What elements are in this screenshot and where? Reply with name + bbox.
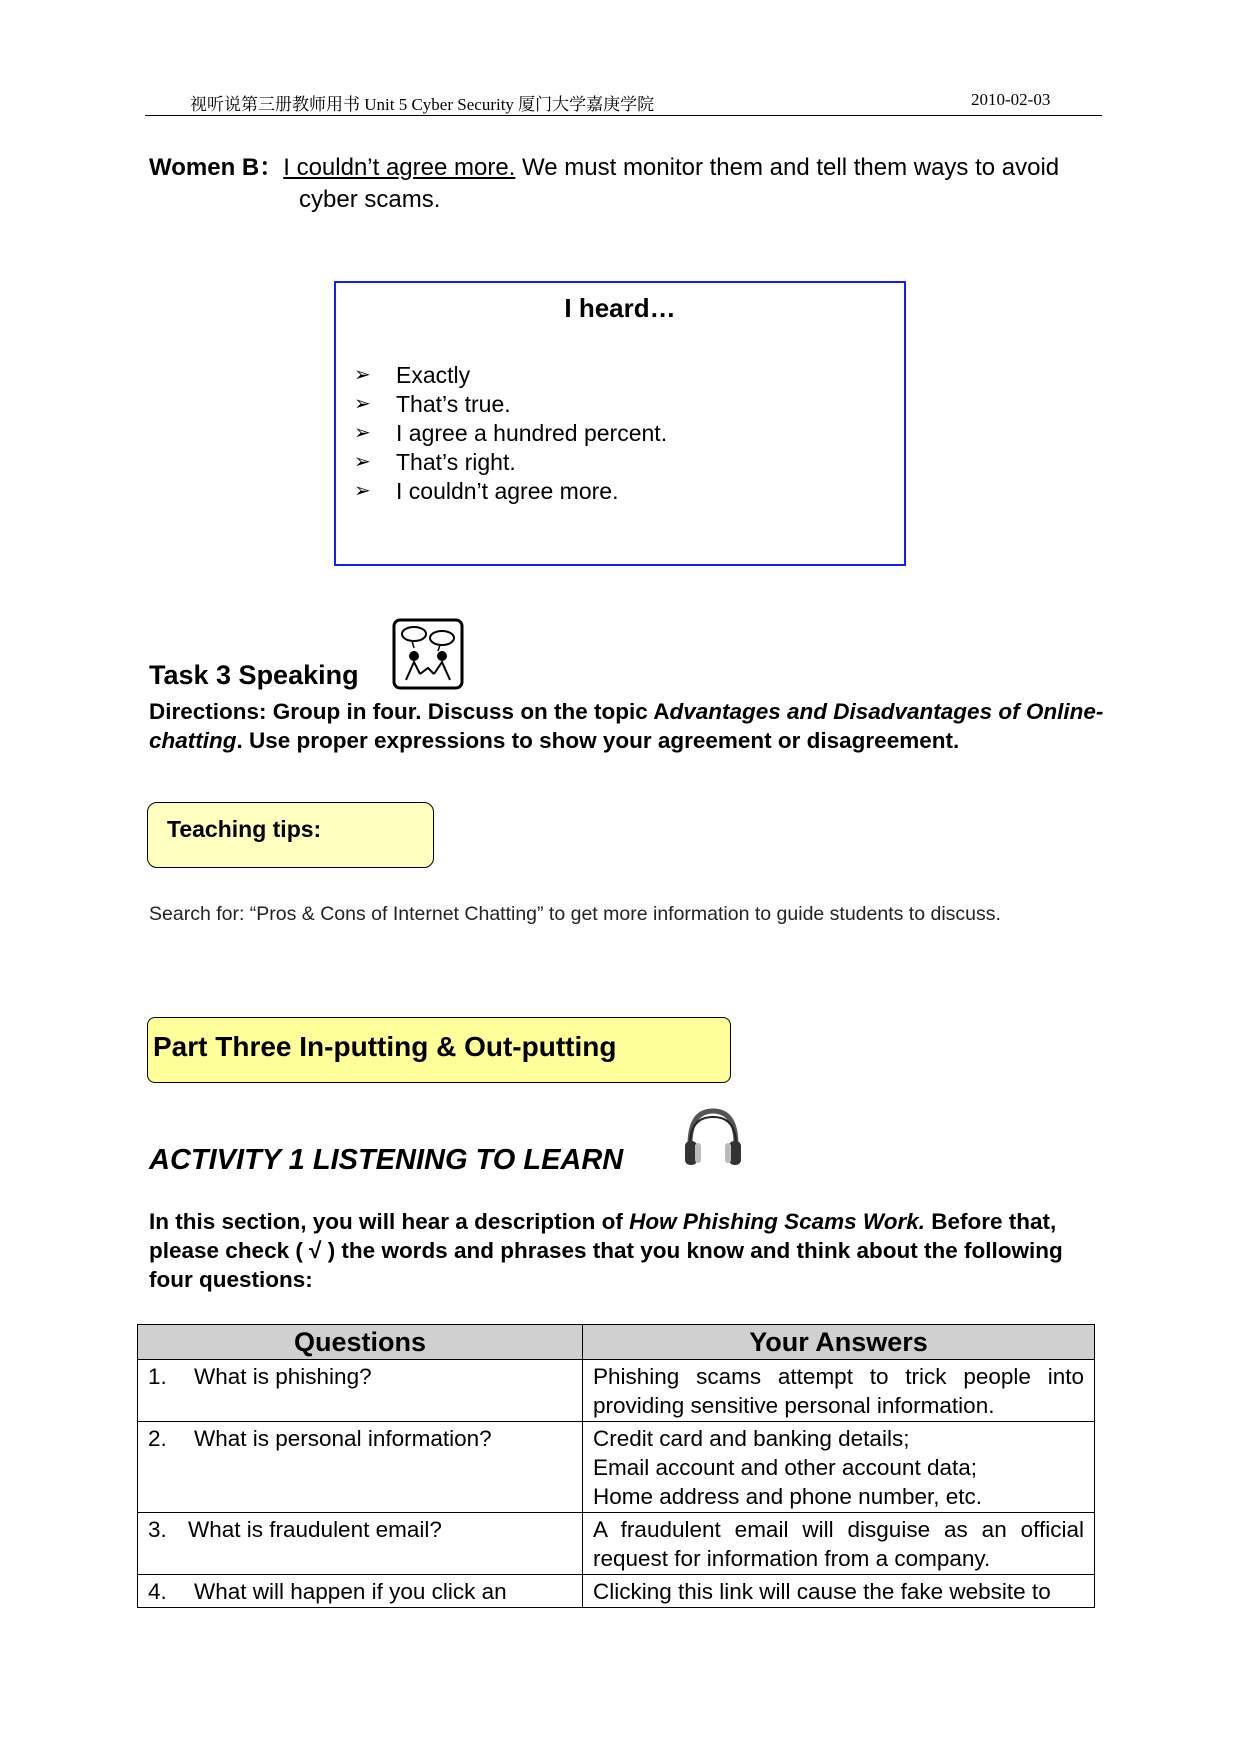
- dialogue-continuation: cyber scams.: [299, 186, 441, 213]
- directions-text-end: . Use proper expressions to show your agreement or disagreement.: [236, 728, 960, 753]
- dialogue-rest: We must monitor them and tell them ways to avoid: [515, 154, 1060, 181]
- question-text: What is fraudulent email?: [188, 1517, 442, 1542]
- answer-cell: Phishing scams attempt to trick people into providing sensitive personal information.: [583, 1360, 1095, 1422]
- question-text: What is phishing?: [194, 1364, 372, 1389]
- directions-label: Directions:: [149, 699, 267, 724]
- list-item: [354, 390, 667, 419]
- question-text: What will happen if you click an: [194, 1579, 507, 1604]
- arrow-bullet-icon: ➢: [354, 480, 371, 502]
- speaking-people-icon: [392, 618, 464, 690]
- intro-text: In this section, you will hear a description of: [149, 1209, 630, 1234]
- question-number: 1.: [148, 1364, 167, 1389]
- directions-text: Group in four. Discuss on the topic A: [266, 699, 670, 724]
- expression-text: I agree a hundred percent.: [396, 420, 668, 446]
- task3-directions: [149, 697, 1109, 755]
- question-cell: [138, 1422, 583, 1513]
- i-heard-title: I heard…: [564, 293, 676, 323]
- teaching-tips-label: Teaching tips:: [167, 816, 322, 842]
- intro-topic: How Phishing Scams Work.: [629, 1209, 925, 1234]
- question-cell: [138, 1575, 583, 1608]
- arrow-bullet-icon: ➢: [354, 364, 371, 386]
- teaching-tips-box: [147, 802, 434, 868]
- question-number: 4.: [148, 1579, 167, 1604]
- intro-text-end: Before that, please check ( √ ) the words and phrases that you know and think about the following four questions:: [149, 1209, 1063, 1292]
- part-three-box: [147, 1017, 731, 1083]
- answer-line: Email account and other account data;: [593, 1455, 977, 1480]
- arrow-bullet-icon: ➢: [354, 422, 371, 444]
- dialogue-line: [149, 152, 1109, 216]
- question-cell: [138, 1513, 583, 1575]
- answer-line: Credit card and banking details;: [593, 1426, 910, 1451]
- directions-topic: dvantages and Disadvantages of Online-chatting: [149, 699, 1104, 753]
- header-divider: [145, 115, 1102, 116]
- question-cell: [138, 1360, 583, 1422]
- part-three-label: Part Three In-putting & Out-putting: [153, 1031, 617, 1062]
- table-row: [138, 1360, 1095, 1422]
- underlined-phrase: I couldn’t agree more.: [283, 154, 516, 181]
- question-number: 2.: [148, 1426, 167, 1451]
- question-number: 3.: [148, 1517, 167, 1542]
- list-item: [354, 419, 667, 448]
- task3-title: Task 3 Speaking: [149, 660, 359, 690]
- arrow-bullet-icon: ➢: [354, 393, 371, 415]
- list-item: [354, 361, 667, 390]
- table-header-row: [138, 1325, 1095, 1360]
- answer-cell: A fraudulent email will disguise as an official request for information from a company.: [583, 1513, 1095, 1575]
- header-title: 视听说第三册教师用书 Unit 5 Cyber Security 厦门大学嘉庚学院: [190, 95, 655, 114]
- search-hint: Search for: “Pros & Cons of Internet Chatting” to get more information to guide students to discuss.: [149, 903, 1001, 925]
- question-text: What is personal information?: [194, 1426, 492, 1451]
- arrow-bullet-icon: ➢: [354, 451, 371, 473]
- expression-text: That’s right.: [396, 449, 516, 475]
- list-item: [354, 448, 667, 477]
- header-date: 2010-02-03: [971, 90, 1051, 109]
- expression-text: Exactly: [396, 362, 471, 388]
- speaker-label: Women B：: [149, 154, 284, 181]
- answer-cell: [583, 1422, 1095, 1513]
- activity-intro: [149, 1207, 1109, 1294]
- expression-text: I couldn’t agree more.: [396, 478, 619, 504]
- table-row: [138, 1513, 1095, 1575]
- expression-text: That’s true.: [396, 391, 511, 417]
- column-header-answers: Your Answers: [583, 1325, 1095, 1360]
- list-item: [354, 477, 667, 506]
- questions-table: [137, 1324, 1095, 1608]
- answer-cell: Clicking this link will cause the fake website to: [583, 1575, 1095, 1608]
- table-row: [138, 1422, 1095, 1513]
- i-heard-box: [334, 281, 906, 566]
- activity-title: ACTIVITY 1 LISTENING TO LEARN: [149, 1144, 624, 1176]
- expression-list: [354, 361, 667, 506]
- column-header-questions: Questions: [138, 1325, 583, 1360]
- answer-line: Home address and phone number, etc.: [593, 1484, 982, 1509]
- headphones-icon: [680, 1105, 746, 1171]
- table-row: [138, 1575, 1095, 1608]
